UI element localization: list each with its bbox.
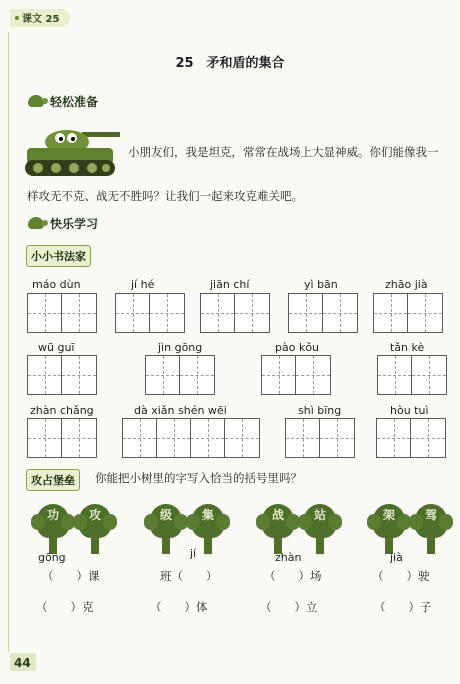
turtle-icon [28, 95, 44, 107]
pinyin-label: jiān chí [210, 278, 250, 291]
tree-char: 架 [382, 508, 395, 522]
fill-blank[interactable]: （ ）驶 [372, 569, 430, 583]
tree-icon [37, 498, 117, 556]
writing-grid[interactable] [373, 293, 443, 333]
attack-question: 你能把小树里的字写入恰当的括号里吗？ [95, 471, 302, 485]
writing-grid[interactable] [377, 355, 447, 395]
pinyin-label: jìn gōng [158, 341, 203, 354]
pinyin-label: hòu tuì [390, 404, 429, 417]
writing-grid[interactable] [200, 293, 270, 333]
pinyin-label: yì bān [304, 278, 338, 291]
tree-pinyin: zhàn [275, 551, 302, 564]
fill-blank[interactable]: （ ）立 [260, 600, 318, 614]
writing-grid[interactable] [145, 355, 215, 395]
tree-pinyin: jià [390, 551, 403, 564]
attack-label: 攻占堡垒 [26, 469, 80, 491]
prep-heading: 轻松准备 [50, 95, 99, 109]
page-number: 44 [14, 656, 31, 670]
pinyin-label: tǎn kè [390, 341, 425, 354]
fill-blank[interactable]: 班（ ） [160, 569, 218, 583]
tree-pinyin: jí [190, 547, 197, 560]
writing-grid[interactable] [27, 355, 97, 395]
turtle-icon [28, 217, 44, 229]
pinyin-label: dà xiǎn shén wēi [134, 404, 227, 417]
tree-icon [262, 498, 342, 556]
header-dot [15, 16, 19, 20]
header-label: 课文 25 [22, 14, 60, 25]
tree-char: 站 [313, 508, 326, 522]
tree-char: 攻 [88, 508, 101, 522]
margin-line [8, 32, 9, 652]
pinyin-label: máo dùn [32, 278, 81, 291]
tree-char: 级 [159, 508, 172, 522]
writing-grid[interactable] [27, 418, 97, 458]
fill-blank[interactable]: （ ）子 [374, 600, 432, 614]
prep-text-line2: 样攻无不克、战无不胜吗？让我们一起来攻克难关吧。 [27, 189, 303, 203]
pinyin-label: pào kǒu [275, 341, 320, 354]
tree-char: 功 [46, 508, 59, 522]
fill-blank[interactable]: （ ）课 [42, 569, 100, 583]
writing-grid[interactable] [27, 293, 97, 333]
pinyin-label: zhàn chǎng [30, 404, 94, 417]
learn-heading: 快乐学习 [50, 217, 99, 231]
fill-blank[interactable]: （ ）体 [150, 600, 208, 614]
pinyin-label: zhāo jià [385, 278, 428, 291]
prep-text-line1: 小朋友们，我是坦克，常常在战场上大显神威。你们能像我一 [128, 145, 439, 159]
calligraphy-label: 小小书法家 [26, 245, 91, 267]
pinyin-label: shì bīng [298, 404, 342, 417]
tree-icon [373, 498, 453, 556]
writing-grid[interactable] [122, 418, 260, 458]
tank-icon [22, 116, 122, 182]
fill-blank[interactable]: （ ）克 [36, 600, 94, 614]
pinyin-label: jí hé [131, 278, 155, 291]
tree-char: 集 [201, 508, 214, 522]
pinyin-label: wū guī [38, 341, 75, 354]
fill-blank[interactable]: （ ）场 [264, 569, 322, 583]
writing-grid[interactable] [115, 293, 185, 333]
writing-grid[interactable] [376, 418, 446, 458]
tree-char: 驾 [424, 508, 437, 522]
writing-grid[interactable] [285, 418, 355, 458]
writing-grid[interactable] [261, 355, 331, 395]
tree-pinyin: gōng [38, 551, 66, 564]
page-title: 25 矛和盾的集合 [175, 56, 285, 71]
tree-char: 战 [271, 508, 284, 522]
writing-grid[interactable] [288, 293, 358, 333]
